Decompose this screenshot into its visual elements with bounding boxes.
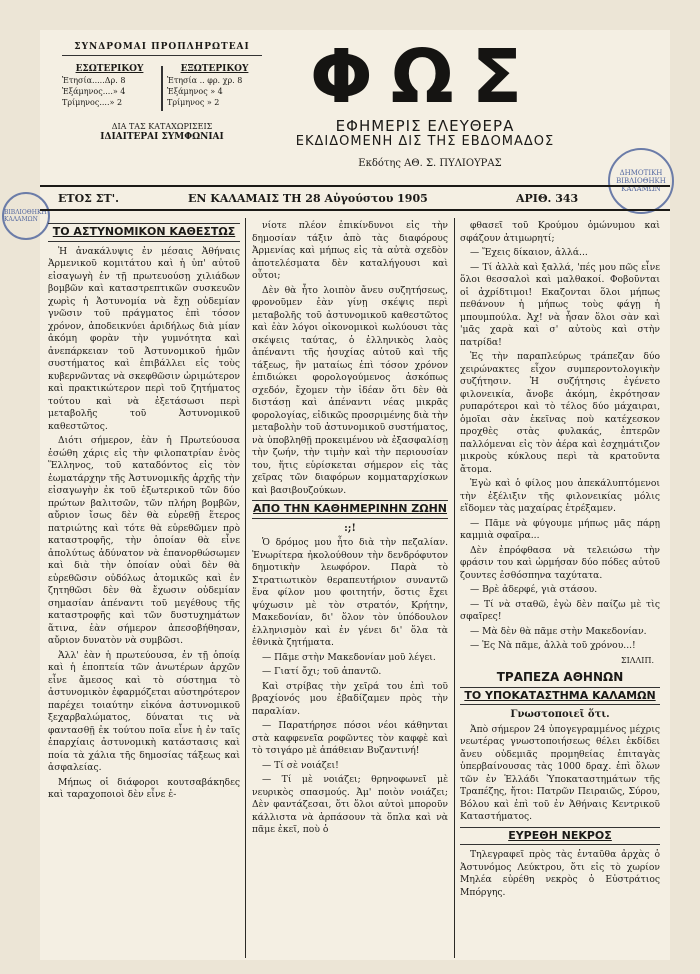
article-paragraph: — Τί σὲ νοιάζει! [262, 759, 339, 771]
newspaper-logo: ΦΩΣ [309, 34, 541, 120]
subscription-box [62, 42, 262, 143]
issue-number: ΑΡΙΘ. 343 [516, 191, 579, 205]
article-paragraph: — Πᾶμε νὰ φύγουμε μήπως μᾶς πάρῃ καμμιὰ σφαῖρα... [460, 517, 660, 541]
publisher: Εκδότης ΑΘ. Σ. ΠΥΛΙΟΥΡΑΣ [358, 158, 502, 169]
foreign-rate: Τρίμηνος » 2 [167, 98, 220, 107]
domestic-title: ΕΣΩΤΕΡΙΚΟΥ [75, 64, 144, 74]
article-paragraph: Ἀλλ' ἐὰν ἡ πρωτεύουσα, ἐν τῇ ὁποίᾳ καὶ ἡ ἐποπτεία τῶν ἀνωτέρων ἀρχῶν εἶνε ἄμεσος καὶ τὸ σύστημα τὸ ἀστυνομικὸν ἐφαρμόζεται αὐστηρότερον παρέχει τοιαύτην εἰκόνα ἀστυνομικοῦ ξεχαρβαλώματος, δύναται τις νὰ φαντασθῇ ἐκ τούτου ποῖα εἶνε ἡ ἐν ταῖς ἐπαρχίαις ἀστυνομικὴ κατάστασις καὶ ποία τὰ χάλια τῆς δημοσίας τάξεως καὶ ἀσφαλείας. [48, 649, 240, 773]
domestic-rates [62, 64, 157, 111]
masthead [40, 30, 670, 193]
article-paragraph: — Γιατί ὄχι; τοῦ ἀπαντῶ. [262, 666, 382, 677]
article-paragraph: Ἐς τὴν παραπλεύρως τράπεζαν δύο χειρώνακτες εἶχον συμπεροντολογικὴν συζήτησιν. Ἡ συζήτησις ἐγένετο φιλονεικία, ἄνοβε ἀκόμη, ἐκρότησαν ρυπαρότεροι καὶ τὸ τέλος δύο μάχαιραι, ὁμοῖαι σὰν ἐκεῖνας ποὺ κατέχεσκον προχθὲς στὰς φυλακάς, ἐπτερῶν παλλόμεναι εἰς τὸν ἀέρα καὶ ἐσχημάτιζον μικροὺς κύκλους περὶ τὰ κρατοῦντα ἄτομα. [460, 351, 660, 475]
article-paragraph: — Πᾶμε στὴν Μακεδονίαν μοῦ λέγει. [262, 651, 436, 663]
subscription-title: ΣΥΝΔΡΟΜΑΙ ΠΡΟΠΛΗΡΩΤΕΑΙ [62, 42, 262, 56]
article-paragraph: Ὁ δρόμος μου ἦτο διὰ τὴν πεζαλίαν. Ἐνωρίτερα ἠκολούθουν τὴν δενδρόφυτον δημοτικὴν λεωφόρον. Παρὰ τὸ Στρατιωτικὸν θεραπευτήριον συναντῶ ἕνα φίλον μου φοιτητήν, ὅστις ἔχει ψύχωσιν μὲ τὸν στρατόν, Κρήτην, Μακεδονίαν, δι' ὅλον τὸν ὑπόδουλον ἑλληνισμὸν καὶ ἐν γένει δι' ὅλα τὰ ἐθνικὰ ζητήματα. [252, 537, 448, 648]
bank-subheadline: ΤΟ ΥΠΟΚΑΤΑΣΤΗΜΑ ΚΑΛΑΜΩΝ [460, 687, 660, 706]
foreign-rate: Ἐτησία .. φρ. χρ. 8 [167, 76, 243, 85]
foreign-rate: Ἑξάμηνος » 4 [167, 87, 223, 96]
article-paragraph: νίοτε πλέον ἐπικίνδυνοι εἰς τὴν δημοσίαν τάξιν ἀπὸ τὰς διαφόρους Ἀρμενίας καὶ μήπως εἰς τὰ αὐτὰ σχεδὸν ἀποτελέσματα δὲν καταλήγουσι καὶ οὗτοι; [252, 220, 448, 281]
corpse-text: Τηλεγραφεῖ πρὸς τὰς ἐνταῦθα ἀρχὰς ὁ Ἀστυνόμος Λεύκτρου, ὅτι εἰς τὸ χωρίον Μηλέα εὑρέθη νεκρὸς ὁ Εὐστράτιος Μπόργης. [460, 849, 660, 898]
foreign-title: ΕΞΩΤΕΡΙΚΟΥ [180, 64, 249, 74]
library-stamp: ΔΗΜΟΤΙΚΗ ΒΙΒΛΙΟΘΗΚΗ ΚΑΛΑΜΩΝ [608, 148, 674, 214]
article-paragraph: Διότι σήμερον, ἐὰν ἡ Πρωτεύουσα ἐσώθη χάρις εἰς τὴν φιλοπατρίαν ἑνὸς Ἕλληνος, τοῦ καταδόντος εἰς τὸν ἑωματάρχην τῆς Ἀστυνομικῆς ἀρχῆς τὴν εἰσαγωγὴν ἐκ τοῦ ἐξωτερικοῦ τῶν δύο πρώτων βαλιτσῶν, τῶν πλήρη βομβῶν, αὔριον ἴσως δὲν θὰ εὑρεθῇ ἕτερος πατριώτης καὶ τότε θὰ εὑρεθῶμεν πρὸ καταστροφῆς, τὴν ὁποίαν θὰ εἶνε ἀπολύτως ἀδύνατον νὰ ἐπανορθώσωμεν καὶ διὰ τὴν ὁποίαν οὐαὶ δὲν θὰ εὑρεθῶσιν οὐδόλως ἀτομικῶς καὶ ἐν ζητηθῶσι δὲν θὰ ἔχωσιν οὐδεμίαν σημασίαν ἀπέναντι τοῦ μεγέθους τῆς καταστροφῆς καὶ τῶν δυστυχημάτων ἅτινα, ἐὰν σήμερον ἀπεσοβήθησαν, αὔριον δυνατὸν νὰ συμβῶσι. [48, 435, 240, 646]
newspaper-page [4, 30, 670, 960]
domestic-rate: Ἐτησία.....Δρ. 8 [62, 76, 126, 85]
library-stamp-left: ΒΙΒΛΙΟΘΗΚΗ ΚΑΛΑΜΩΝ [2, 192, 50, 240]
author-signoff: ΣΙΛΛΙΠ. [620, 655, 654, 665]
notice-title: Γνωστοποιεῖ ὅτι. [510, 709, 610, 720]
motto-line-1: ΕΦΗΜΕΡΙΣ ΕΛΕΥΘΕΡΑ [335, 117, 515, 135]
column-3 [460, 220, 660, 901]
article-paragraph: Μήπως οἱ διάφοροι κουτσαβάκηδες καὶ ταραχοποιοὶ δὲν εἶνε ἐ- [48, 776, 240, 800]
article-paragraph: Καὶ στρίβας τὴν χεῖρά του ἐπὶ τοῦ βραχίονός μου ἐβαδίζαμεν πρὸς τὴν παραλίαν. [252, 680, 448, 717]
ornament: :;! [344, 522, 356, 534]
ads-note: ΔΙΑ ΤΑΣ ΚΑΤΑΧΩΡΙΣΕΙΣ [111, 122, 213, 131]
place-date: ΕΝ ΚΑΛΑΜΑΙΣ ΤΗ 28 Αὐγούστου 1905 [188, 191, 428, 205]
article-paragraph: — Τί μὲ νοιάζει; θρηνοφωνεῖ μὲ νευρικὸς σπασμούς. Ἀμ' ποιὸν νοιάζει; Δὲν φαντάζεσαι, ὅτι ὅλοι αὐτοὶ μποροῦν κάλλιστα νὰ ἁρπάσουν τὰ ὅπλα καὶ νὰ πᾶμε ἐκεῖ, ποὺ ὁ [252, 774, 448, 835]
article-paragraph: — Βρὲ ἀδερφέ, γιὰ στάσου. [470, 584, 598, 595]
daily-life-headline: ΑΠΟ ΤΗΝ ΚΑΘΗΜΕΡΙΝΗΝ ΖΩΗΝ [252, 500, 448, 519]
dateline [40, 185, 670, 211]
motto-line-2: ΕΚΔΙΔΟΜΕΝΗ ΔΙΣ ΤΗΣ ΕΒΔΟΜΑΔΟΣ [295, 134, 555, 149]
article-paragraph: — Παρατήρησε πόσοι νέοι κάθηνται στὰ καφφενεῖα ροφῶντες τὸν καφφὲ καὶ τὸ τσιγάρο μὲ ἀπάθειαν Βυζαντινή! [252, 720, 448, 756]
corpse-headline: ΕΥΡΕΘΗ ΝΕΚΡΟΣ [460, 827, 660, 846]
year-label: ΕΤΟΣ ΣΤ'. [58, 191, 119, 205]
article-paragraph: φθασεῖ τοῦ Κρούμου ὁμώνυμου καὶ σφάζουν ἀτιμωρητί; [460, 220, 660, 244]
bank-headline: ΤΡΑΠΕΖΑ ΑΘΗΝΩΝ [496, 670, 624, 684]
column-2 [252, 220, 448, 839]
article-paragraph: Δὲν θὰ ἦτο λοιπὸν ἄνευ συζητήσεως, φρονοῦμεν ἐὰν γίνῃ σκέψις περὶ μεταβολῆς τοῦ ἀστυνομικοῦ καθεστῶτος καὶ ἐὰν λόγοι οἰκονομικοὶ κωλύουσι τὰς σκέψεις ταύτας, ὁ ἑλληνικὸς λαὸς ἀπέναντι τῆς ἡσυχίας αὐτοῦ καὶ τῆς τάξεως, ἣν ματαίως ἐπὶ τόσον χρόνον ἐπιδιώκει φορολογούμενος ἀσκόπως σχεδόν, ἔχομεν τὴν ἰδέαν ὅτι δὲν θὰ διστάσῃ καὶ ἀπέναντι νέας μικρᾶς φορολογίας, εἰδικῶς προσριμένης διὰ τὴν μεταβολὴν τοῦ ἀστυνομικοῦ συστήματος, νὰ ὑποβληθῇ προκειμένου νὰ ἐξασφαλίσῃ τὴν ζωήν, τὴν τιμὴν καὶ τὴν περιουσίαν του, ἥτις εὑρίσκεται σήμερον εἰς τὰς χεῖρας τῶν διαφόρων κομματαρχίσκων καὶ βασιβουζούκων. [252, 284, 448, 496]
article-paragraph: Ἐγὼ καὶ ὁ φίλος μου ἀπεκάλυπτόμενοι τὴν ἐξέλιξιν τῆς φιλονεικίας μόλις εἴδομεν τὰς μαχαίρας ἐτρέξαμεν. [460, 478, 660, 514]
article-paragraph: — Τί νὰ σταθῶ, ἐγὼ δὲν παίζω μὲ τὶς σφαῖρες! [460, 598, 660, 622]
column-1 [48, 220, 240, 804]
article-headline: ΤΟ ΑΣΤΥΝΟΜΙΚΟΝ ΚΑΘΕΣΤΩΣ [48, 223, 240, 242]
bank-notice-text: Ἀπὸ σήμερον 24 ὑπογεγραμμένος μέχρις νεωτέρας γνωστοποιήσεως θέλει ἐκδίδει ἄνευ οὐδεμιᾶς προμηθείας ἐπιταγὰς ὑπερβαίνουσας τὰς 1000 δραχ. ἐπὶ ὅλων τῶν ἐν Ἑλλάδι Ὑποκαταστημάτων τῆς Τραπέζης, ἤτοι: Πατρῶν Πειραιῶς, Σύρου, Βόλου καὶ ἐπὶ τοῦ ἐν Ἀθήναις Κεντρικοῦ Καταστήματος. [460, 723, 660, 822]
domestic-rate: Ἑξάμηνος....» 4 [62, 87, 126, 96]
subscription-divider [161, 66, 163, 111]
article-paragraph: — Ἔχεις δίκαιον, ἀλλά... [470, 247, 588, 258]
ads-note-2: ΙΔΙΑΙΤΕΡΑΙ ΣΥΜΦΩΝΙΑΙ [100, 132, 224, 142]
column-rule [245, 218, 246, 958]
domestic-rate: Τρίμηνος....» 2 [62, 98, 123, 107]
article-paragraph: Ἡ ἀνακάλυψις ἐν μέσαις Ἀθήναις Ἀρμενικοῦ κομιτάτου καὶ ἡ ὑπ' αὐτοῦ εἰσαγωγὴ ἐν τῇ πρωτευούσῃ χιλιάδων βομβῶν καὶ καταστρεπτικῶν συσκευῶν χωρὶς ἡ Ἀστυνομία νὰ ἔχῃ οὐδεμίαν γνῶσιν τοῦ πράγματος ἐπὶ τόσον χρόνον, ἀποδεικνύει ἀριδήλως διὰ μίαν ἀκόμη φορὰν τὴν γυμνότητα καὶ ἀνεπάρκειαν τοῦ Ἀστυνομικοῦ ἡμῶν συστήματος καὶ ἐπιβάλλει εἰς τοὺς κυβερνῶντας νὰ σκεφθῶσιν ὡριμώτερον καὶ πρακτικώτερον περὶ τοῦ ζητήματος τούτου καὶ νὰ ἐξετάσωσι περὶ μεταβολῆς τοῦ Ἀστυνομικοῦ καθεστῶτος. [48, 245, 240, 432]
column-rule [454, 218, 455, 958]
foreign-rates [167, 64, 262, 111]
article-paragraph: — Ἐς Νὰ πᾶμε, ἀλλὰ τοῦ χρόνου...! [470, 640, 636, 651]
article-paragraph: Δὲν ἐπρόφθασα νὰ τελειώσω τὴν φράσιν του καὶ ὡρμήσαν δύο πόδες αὐτοῦ ζουντες ἐσθόσπηνα ταχύτατα. [460, 544, 660, 581]
article-paragraph: — Μὰ δὲν θὰ πᾶμε στὴν Μακεδονίαν. [470, 625, 647, 637]
article-paragraph: — Τί ἀλλὰ καὶ ξαλλά, 'πές μου πῶς εἶνε ὅλοι θεσσαλοὶ καὶ μαλθακοί. Φοβοῦνται οἱ ἀχρίδτιμοι! Εκαζονται ὅλοι μήπως πεθάνουν ἡ μήπως τοὺς φάγῃ ἡ μπουμπούλα. Ἀχ! νὰ ἦσαν ὅλοι σὰν καὶ 'μᾶς χαρὰ καὶ σ' αὐτοὺς καὶ στὴν πατρίδα! [460, 261, 660, 348]
